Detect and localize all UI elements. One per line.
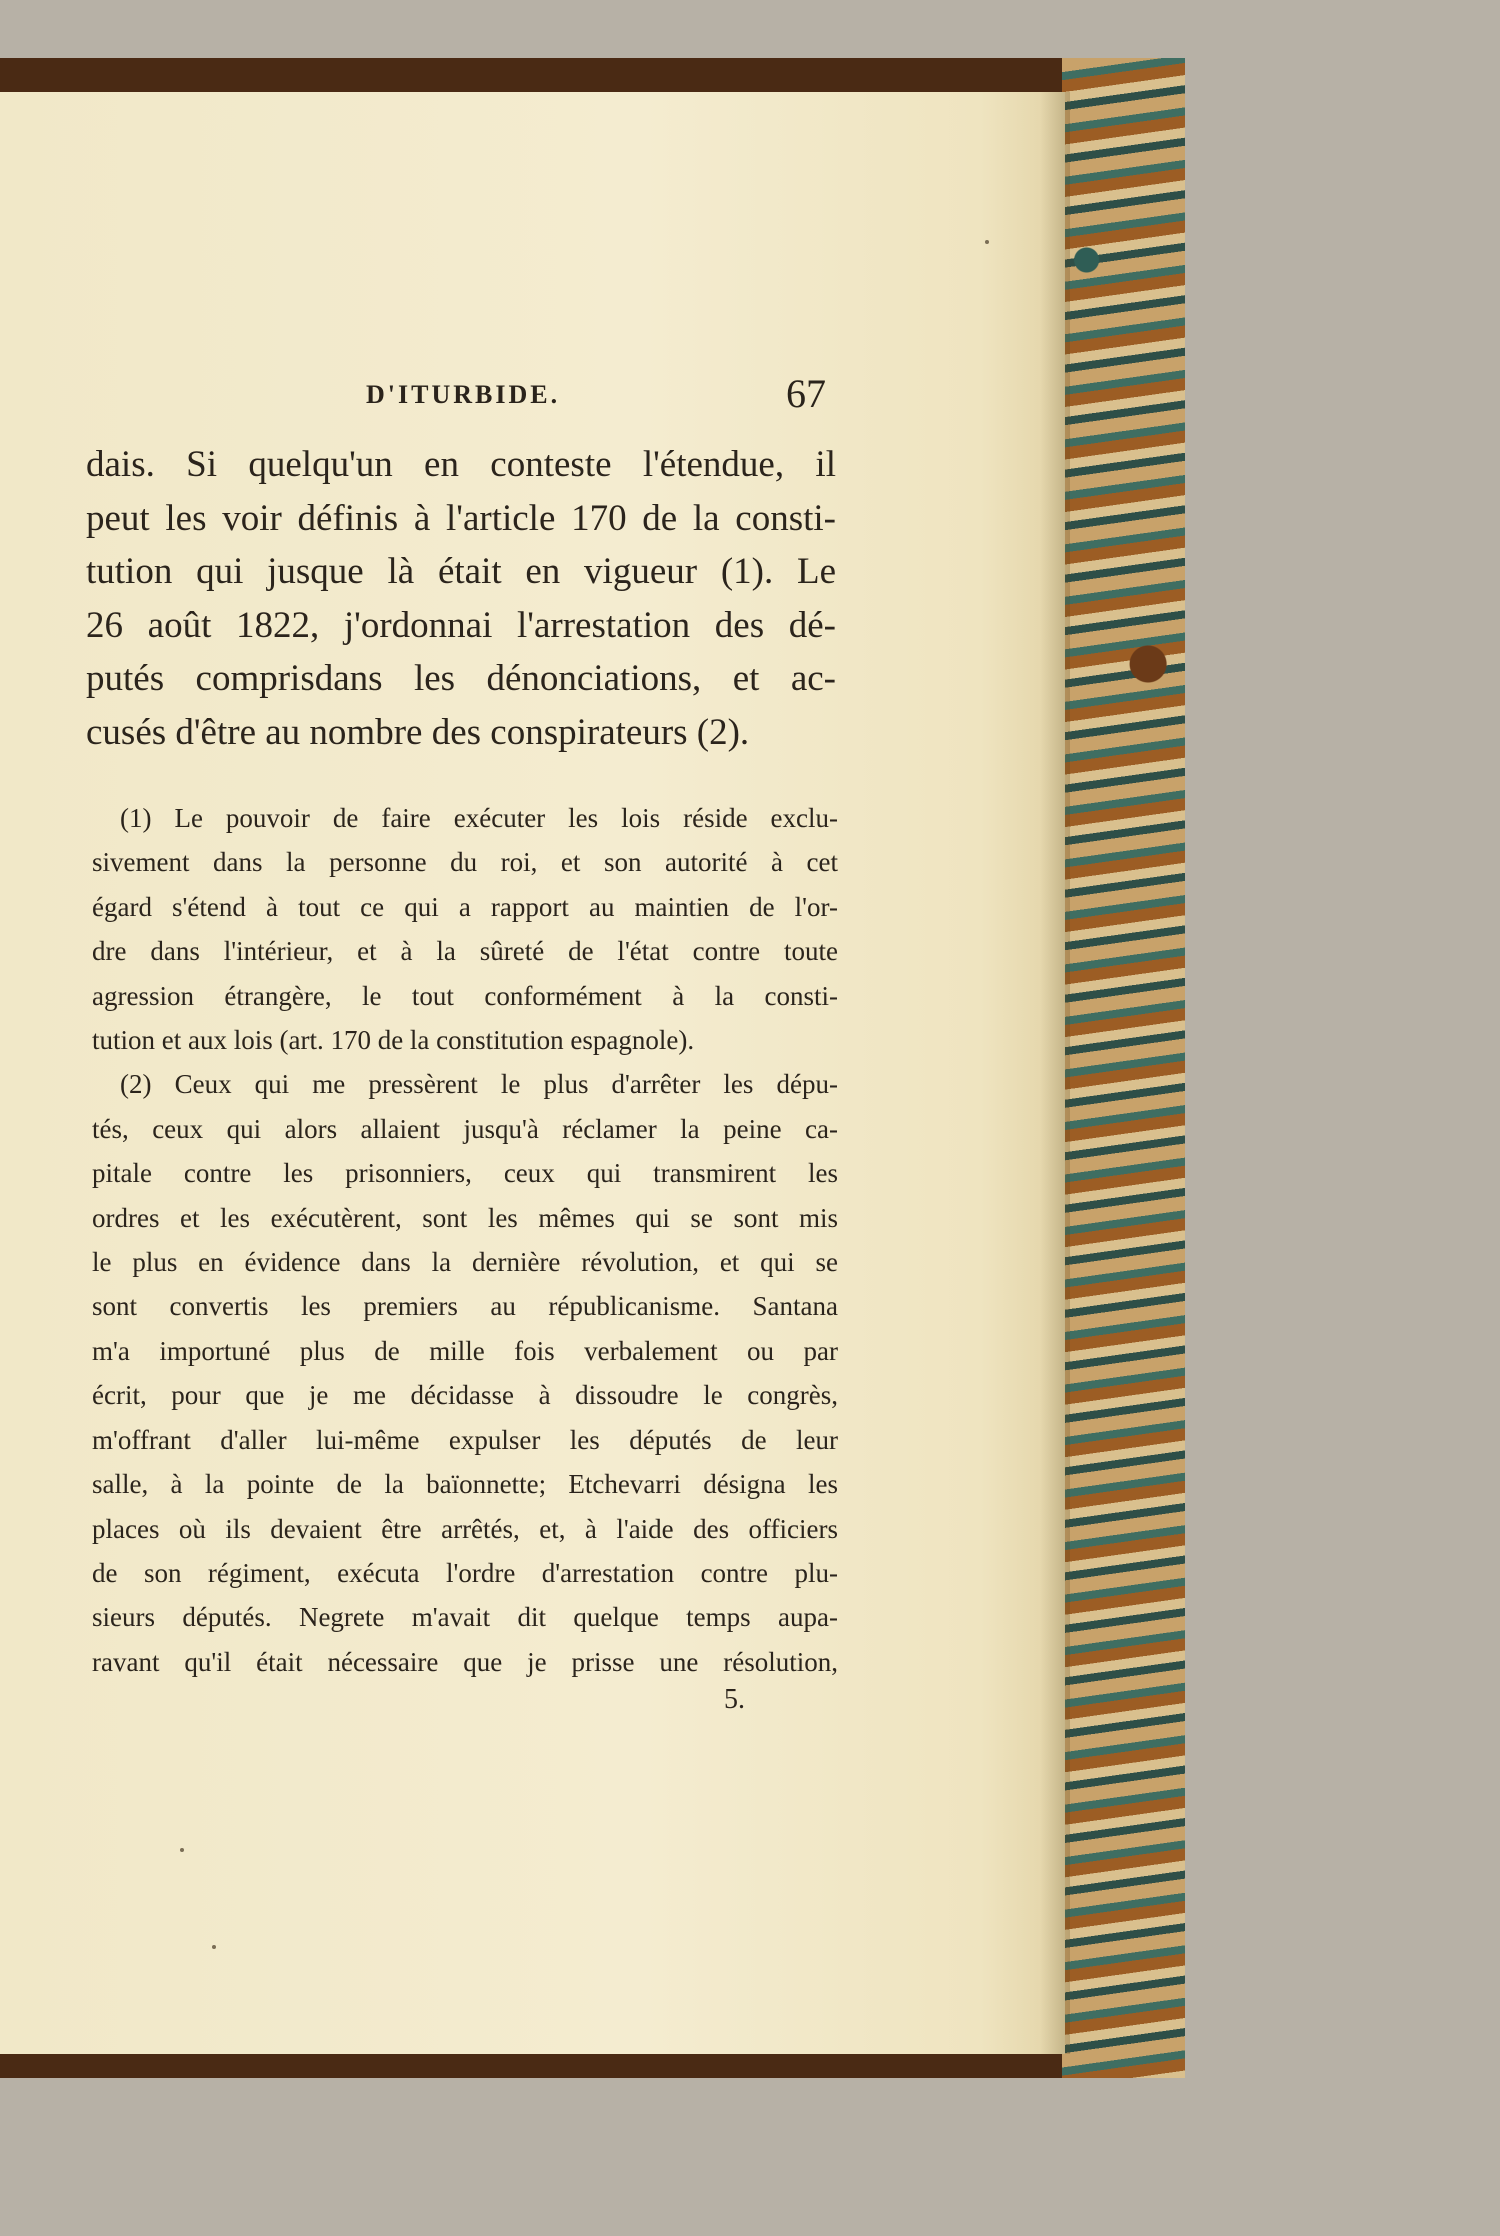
footnote-line: sivement dans la personne du roi, et son autorité à cet [92, 847, 838, 878]
running-head-title: D'ITURBIDE. [366, 380, 561, 409]
footnote-line: (1) Le pouvoir de faire exécuter les lois réside exclu- [120, 803, 838, 833]
paper-speck [985, 240, 989, 244]
footnote-line: sieurs députés. Negrete m'avait dit quelque temps aupa- [92, 1602, 838, 1633]
footnote-line: tution et aux lois (art. 170 de la constitution espagnole). [92, 1025, 695, 1056]
text-line: putés comprisdans les dénonciations, et ac- [86, 658, 836, 699]
footnote-line: le plus en évidence dans la dernière révolution, et qui se [92, 1247, 838, 1278]
text-line: 26 août 1822, j'ordonnai l'arrestation des dé- [86, 604, 836, 646]
footnote-line: m'a importuné plus de mille fois verbalement ou par [92, 1335, 838, 1366]
page-number: 67 [786, 371, 826, 416]
footnote-2 [92, 1062, 838, 1684]
footnote-line: tés, ceux qui alors allaient jusqu'à réclamer la peine ca- [92, 1113, 838, 1144]
footnote-line: pitale contre les prisonniers, ceux qui transmirent les [92, 1158, 838, 1189]
footnote-line: (2) Ceux qui me pressèrent le plus d'arrêter les dépu- [120, 1069, 838, 1100]
text-line: dais. Si quelqu'un en conteste l'étendue, il [86, 444, 836, 485]
footnote-line: sont convertis les premiers au républicanisme. Santana [92, 1291, 838, 1322]
footnote-line: salle, à la pointe de la baïonnette; Etchevarri désigna les [92, 1469, 838, 1500]
text-line: peut les voir définis à l'article 170 de la consti- [86, 497, 836, 539]
running-head [0, 372, 1500, 422]
footnote-line: places où ils devaient être arrêtés, et, à l'aide des officiers [92, 1513, 838, 1544]
footnotes [92, 796, 838, 1684]
footnote-line: agression étrangère, le tout conformément à la consti- [92, 980, 838, 1011]
footnote-line: m'offrant d'aller lui-même expulser les députés de leur [92, 1424, 838, 1455]
footnote-line: écrit, pour que je me décidasse à dissoudre le congrès, [92, 1380, 838, 1411]
text-line: cusés d'être au nombre des conspirateurs (2). [86, 711, 750, 753]
paper-speck [180, 1848, 184, 1852]
footnote-line: ordres et les exécutèrent, sont les mêmes qui se sont mis [92, 1202, 838, 1233]
signature-mark: 5. [724, 1684, 745, 1715]
text-line: tution qui jusque là était en vigueur (1). Le [86, 551, 836, 592]
marbled-page-edge [1062, 58, 1185, 2078]
footnote-line: égard s'étend à tout ce qui a rapport au maintien de l'or- [92, 891, 838, 922]
main-text [86, 438, 836, 759]
footnote-1 [92, 796, 838, 1062]
footnote-line: ravant qu'il était nécessaire que je prisse une résolution, [92, 1646, 838, 1677]
footnote-line: de son régiment, exécuta l'ordre d'arrestation contre plu- [92, 1557, 838, 1588]
footnote-line: dre dans l'intérieur, et à la sûreté de l'état contre toute [92, 936, 838, 967]
paper-speck [212, 1945, 216, 1949]
